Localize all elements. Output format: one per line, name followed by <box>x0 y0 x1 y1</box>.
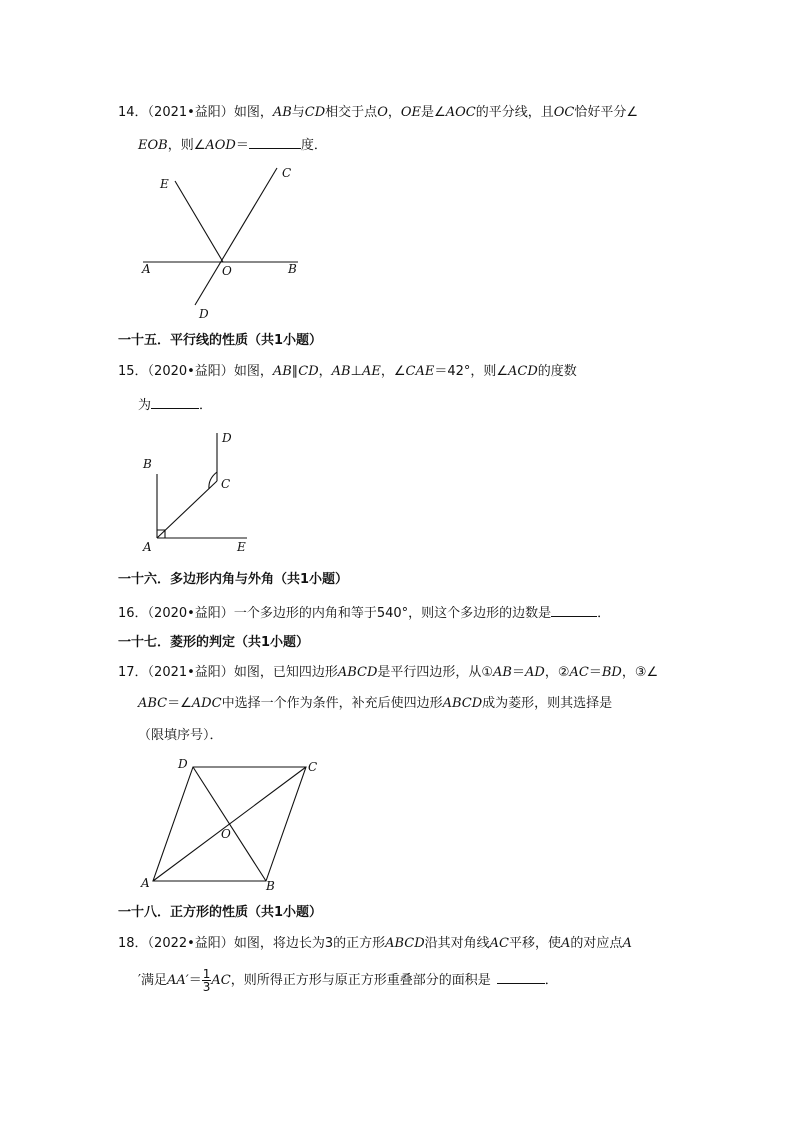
q17-text: ＝ <box>512 665 526 680</box>
q18-text: 平移，使 <box>509 936 562 951</box>
q15-var: CD <box>298 364 319 379</box>
fraction-numerator: 1 <box>202 967 211 981</box>
q17-text: （限填序号）． <box>138 728 223 743</box>
q14-text: ， <box>387 105 401 120</box>
q15-symbol: ∥ <box>291 364 299 379</box>
q18-source: （2022•益阳） <box>147 936 234 951</box>
label-a: A <box>141 876 150 890</box>
q15-var: ACD <box>508 364 538 379</box>
q14-text: ，则∠ <box>167 138 206 153</box>
q14-text: 相交于点 <box>325 105 378 120</box>
q17-var: ADC <box>191 696 222 711</box>
q15-var: CAE <box>405 364 435 379</box>
section-heading-17: 一十七．菱形的判定（共1小题） <box>118 635 310 650</box>
q14-var: O <box>377 105 388 120</box>
section-heading-15: 一十五．平行线的性质（共1小题） <box>118 333 323 348</box>
q15-source: （2020•益阳） <box>147 364 234 379</box>
q17-text: ，② <box>544 665 570 680</box>
q18-text: ，则所得正方形与原正方形重叠部分的面积是 <box>230 973 491 988</box>
q17-var: BD <box>601 665 622 680</box>
q14-text: 如图， <box>233 105 273 120</box>
q17-var: ABCD <box>337 665 378 680</box>
q15-symbol: ⊥ <box>350 364 362 379</box>
diagonal-bd <box>193 767 266 881</box>
q15-text: ，∠ <box>380 364 406 379</box>
q17-text: ，③∠ <box>621 665 659 680</box>
q15-text: 的度数 <box>537 364 577 379</box>
q16-text: 一个多边形的内角和等于540°，则这个多边形的边数是 <box>233 606 552 621</box>
q17-number: 17． <box>118 665 148 680</box>
q15-var: AB <box>272 364 292 379</box>
q17-var: AD <box>525 665 545 680</box>
label-c: C <box>282 166 292 180</box>
q14-text: ＝ <box>235 138 249 153</box>
fraction-one-third <box>202 968 212 993</box>
q18-var: A <box>561 936 571 951</box>
q14-var: OE <box>400 105 422 120</box>
q17-var: ABCD <box>442 696 483 711</box>
fraction-denominator: 3 <box>202 980 211 994</box>
label-c: C <box>308 760 318 774</box>
q17-var: AB <box>493 665 512 680</box>
q16-number: 16． <box>118 606 148 621</box>
label-o: O <box>222 264 232 278</box>
q17-var: ABC <box>138 696 168 711</box>
label-e: E <box>237 540 246 554</box>
q17-text: 如图，已知四边形 <box>233 665 338 680</box>
section-heading-16: 一十六．多边形内角与外角（共1小题） <box>118 572 349 587</box>
answer-blank[interactable] <box>497 969 545 984</box>
q18-text: 沿其对角线 <box>424 936 490 951</box>
label-a: A <box>142 262 151 276</box>
label-b: B <box>266 879 275 893</box>
q16-source: （2020•益阳） <box>147 606 234 621</box>
q15-text: 为 <box>138 398 152 413</box>
label-o: O <box>221 827 231 841</box>
q17-text: 中选择一个作为条件，补充后使四边形 <box>221 696 443 711</box>
q18-var: AC <box>489 936 510 951</box>
q14-text: 与 <box>291 105 305 120</box>
q17-var: AC <box>569 665 589 680</box>
q16-text: ． <box>597 606 611 621</box>
q14-text: 是∠ <box>421 105 446 120</box>
q18-var: AC <box>211 973 231 988</box>
label-c: C <box>221 477 231 491</box>
q18-var: ABCD <box>385 936 425 951</box>
label-b: B <box>143 457 152 471</box>
q14-text: 的平分线，且 <box>475 105 554 120</box>
q18-line2 <box>138 968 558 993</box>
q18-text: 满足 <box>140 973 167 988</box>
q18-text: 如图，将边长为3的正方形 <box>233 936 386 951</box>
q14-var: AB <box>272 105 292 120</box>
q14-var: AOC <box>445 105 476 120</box>
q18-line1 <box>118 934 632 954</box>
q14-var: OC <box>553 105 575 120</box>
q14-var: EOB <box>138 138 168 153</box>
q17-text: 是平行四边形，从① <box>377 665 494 680</box>
q17-source: （2021•益阳） <box>147 665 234 680</box>
q14-var: CD <box>304 105 326 120</box>
q18-var: AA′ <box>166 973 189 988</box>
q18-symbol: ′ <box>138 973 141 988</box>
q17-text: 成为菱形，则其选择是 <box>482 696 613 711</box>
q18-text: 的对应点 <box>570 936 623 951</box>
label-e: E <box>160 177 169 191</box>
q14-text: 度． <box>300 138 327 153</box>
q15-text: ， <box>318 364 332 379</box>
q15-var: AE <box>361 364 381 379</box>
q18-text: ． <box>544 973 558 988</box>
q18-text: ＝ <box>188 973 202 988</box>
q14-var: AOD <box>205 138 236 153</box>
label-b: B <box>288 262 297 276</box>
label-d: D <box>199 307 209 321</box>
label-d: D <box>222 431 232 445</box>
q17-text: ＝∠ <box>167 696 192 711</box>
q15-text: ． <box>199 398 213 413</box>
q15-number: 15． <box>118 364 148 379</box>
q14-text: 恰好平分∠ <box>574 105 638 120</box>
q15-text: ＝42°，则∠ <box>434 364 509 379</box>
q17-text: ＝ <box>588 665 602 680</box>
q15-var: AB <box>331 364 351 379</box>
section-heading-18: 一十八．正方形的性质（共1小题） <box>118 905 323 920</box>
q15-text: 如图， <box>233 364 273 379</box>
q18-number: 18． <box>118 936 148 951</box>
label-a: A <box>143 540 152 554</box>
q18-var: A <box>622 936 632 951</box>
label-d: D <box>178 757 188 771</box>
q14-source: （2021•益阳） <box>147 105 234 120</box>
q14-number: 14． <box>118 105 148 120</box>
